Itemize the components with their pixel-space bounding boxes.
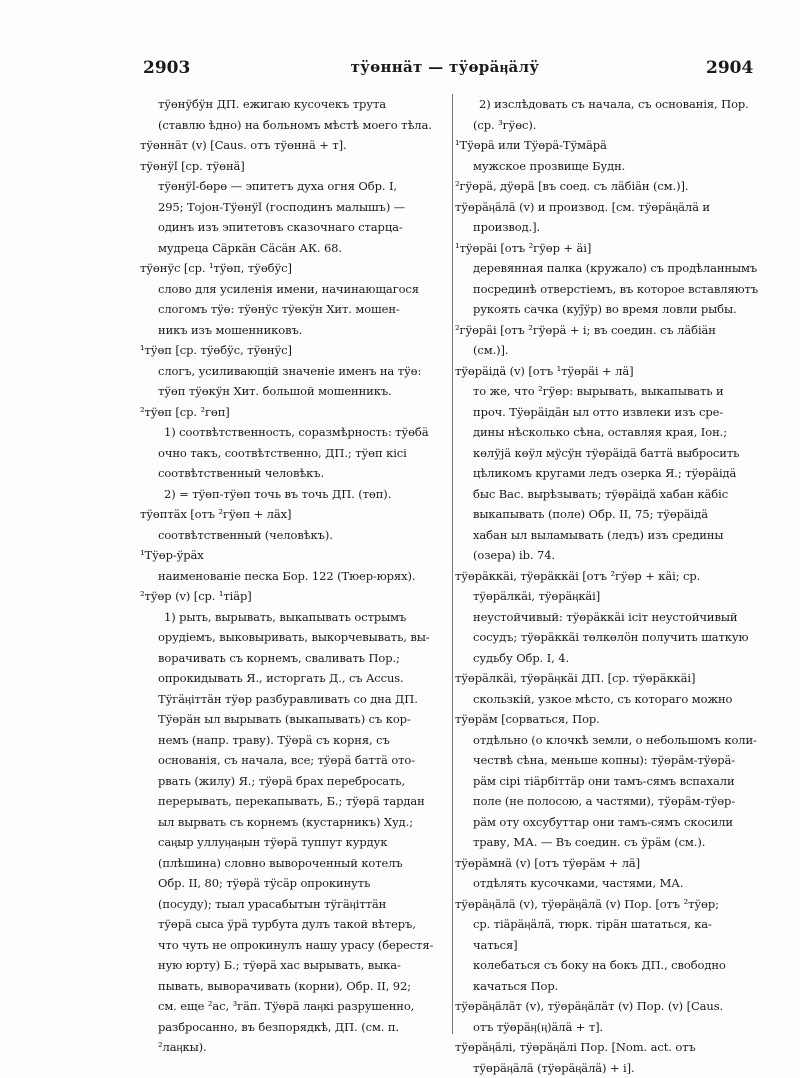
entry-text-line: никъ изъ мошенниковъ.: [140, 320, 450, 341]
column-divider: [452, 94, 453, 1034]
dictionary-entry: [455, 197, 767, 238]
entry-headword-line: ¹Тӱөр-ӱрӓх: [140, 545, 450, 566]
dictionary-entry: [140, 402, 450, 505]
entry-text-line: одинъ изъ эпитетовъ сказочнаго старца-: [140, 217, 450, 238]
dictionary-entry: [140, 504, 450, 545]
entry-text-line: ную юрту) Б.; тӱөрӓ хас вырывать, выка-: [140, 955, 450, 976]
dictionary-entry: [455, 320, 767, 361]
entry-text-line: көлӱјӓ көӱл мӱсӱн тӱөрӓідӓ баттӓ выбросить: [455, 443, 767, 464]
entry-text-line: (ср. ³гӱөс).: [455, 115, 767, 136]
entry-text-line: Тӱөрӓн ыл вырывать (выкапывать) съ кор-: [140, 709, 450, 730]
entry-text-line: основанія, съ начала, все; тӱөрӓ баттӓ ото-: [140, 750, 450, 771]
entry-text-line: опрокидывать Я., исторгать Д., съ Accus.: [140, 668, 450, 689]
entry-text-line: траву, МА. — Въ соедин. съ ӱрӓм (см.).: [455, 832, 767, 853]
entry-headword-line: тӱөрӓӊӓлӓ (v), тӱөрӓӊӓлӓ (v) Пор. [отъ ²тӱөр;: [455, 894, 767, 915]
entry-text-line: то же, что ²гӱөр: вырывать, выкапывать и: [455, 381, 767, 402]
entry-text-line: тӱөрӓӊӓлӓ (тӱөрӓӊӓлӓ) + і].: [455, 1058, 767, 1078]
dictionary-entry: [140, 258, 450, 340]
entry-text-line: ыл вырвать съ корнемъ (кустарникъ) Худ.;: [140, 812, 450, 833]
entry-text-line: 295; Тојон-Тӱөнӱӏ (господинъ малышъ) —: [140, 197, 450, 218]
entry-text-line: производ.].: [455, 217, 767, 238]
dictionary-entry: [455, 135, 767, 176]
entry-text-line: см. еще ²ас, ³гӓп. Тӱөрӓ лаӊкі разрушенно,: [140, 996, 450, 1017]
entry-headword-line: тӱөрӓӊӓлӓ (v) и производ. [см. тӱөрӓӊӓлӓ и: [455, 197, 767, 218]
dictionary-entry: [455, 1037, 767, 1078]
entry-text-line: 2) = тӱөп-тӱөп точь въ точь ДП. (төп).: [140, 484, 450, 505]
right-column: [455, 94, 767, 1078]
entry-text-line: (плѣшина) словно вывороченный котелъ: [140, 853, 450, 874]
dictionary-entry: [140, 156, 450, 259]
entry-text-line: пывать, выворачивать (корни), Обр. II, 92;: [140, 976, 450, 997]
dictionary-entry: [140, 135, 450, 156]
entry-text-line: мужское прозвище Будн.: [455, 156, 767, 177]
entry-text-line: Обр. II, 80; тӱөрӓ тӱсӓр опрокинуть: [140, 873, 450, 894]
entry-text-line: мудреца Сӓркӓн Сӓсӓн АК. 68.: [140, 238, 450, 259]
entry-headword-line: тӱөнӱс [ср. ¹тӱөп, тӱөбӱс]: [140, 258, 450, 279]
entry-text-line: (см.)].: [455, 340, 767, 361]
entry-text-line: сосудъ; тӱөрӓккӓі төлкөлӧн получить шаткую: [455, 627, 767, 648]
entry-text-line: очно такъ, соотвѣтственно, ДП.; тӱөп кісі: [140, 443, 450, 464]
entry-text-line: судьбу Обр. I, 4.: [455, 648, 767, 669]
entry-headword-line: тӱөрӓккӓі, тӱөрӓккӓі [отъ ²гӱөр + кӓі; ср.: [455, 566, 767, 587]
entry-headword-line: ¹Тӱөрӓ или Тӱөрӓ-Тӱмӓрӓ: [455, 135, 767, 156]
entry-text-line: неустойчивый: тӱөрӓккӓі ісіт неустойчивый: [455, 607, 767, 628]
dictionary-entry: [455, 566, 767, 669]
entry-text-line: 1) рыть, вырывать, выкапывать острымъ: [140, 607, 450, 628]
entry-text-line: Тӱгӓӊіттӓн тӱөр разбуравливать со дна ДП.: [140, 689, 450, 710]
dictionary-entry: [455, 894, 767, 997]
page-number-left: 2903: [143, 58, 190, 78]
entry-text-line: рӓм сірі тіӓрбіттӓр они тамъ-сямъ вспахали: [455, 771, 767, 792]
entry-text-line: тӱөрӓ сыса ӱрӓ турбута дулъ такой вѣтеръ,: [140, 914, 450, 935]
entry-text-line: тӱөп тӱөкӱн Хит. большой мошенникъ.: [140, 381, 450, 402]
page-number-right: 2904: [706, 58, 753, 78]
entry-text-line: слогомъ тӱө: тӱөнӱс тӱөкӱн Хит. мошен-: [140, 299, 450, 320]
entry-headword-line: тӱөннӓт (v) [Caus. отъ тӱөннӓ + т].: [140, 135, 450, 156]
entry-headword-line: ¹тӱөрӓі [отъ ²гӱөр + ӓі]: [455, 238, 767, 259]
entry-text-line: тӱөрӓлкӓі, тӱөрӓӊкӓі]: [455, 586, 767, 607]
entry-text-line: (посуду); тыал урасабытын тӱгӓӊіттӓн: [140, 894, 450, 915]
entry-text-line: саӊыр уллуӊаӊын тӱөрӓ туппут курдук: [140, 832, 450, 853]
dictionary-entry: [455, 853, 767, 894]
entry-text-line: ²лаӊкы).: [140, 1037, 450, 1058]
left-column: [140, 94, 450, 1058]
entry-text-line: отдѣльно (о клочкѣ земли, о небольшомъ коли-: [455, 730, 767, 751]
entry-text-line: скользкій, узкое мѣсто, съ котораго можно: [455, 689, 767, 710]
entry-text-line: чаться]: [455, 935, 767, 956]
entry-text-line: деревянная палка (кружало) съ продѣланнымъ: [455, 258, 767, 279]
dictionary-entry: [140, 545, 450, 586]
dictionary-entry: [455, 361, 767, 566]
entry-text-line: проч. Тӱөрӓідӓн ыл отто извлеки изъ сре-: [455, 402, 767, 423]
entry-text-line: отдѣлять кусочками, частями, МА.: [455, 873, 767, 894]
dictionary-entry: [455, 709, 767, 853]
entry-headword-line: тӱөптӓх [отъ ²гӱөп + лӓх]: [140, 504, 450, 525]
entry-text-line: качаться Пор.: [455, 976, 767, 997]
entry-headword-line: тӱөнӱӏ [ср. тӱөнӓ]: [140, 156, 450, 177]
entry-text-line: чествѣ сѣна, меньше копны): тӱөрӓм-тӱөрӓ-: [455, 750, 767, 771]
entry-text-line: рвать (жилу) Я.; тӱөрӓ брах перебросать,: [140, 771, 450, 792]
entry-text-line: быс Вас. вырѣзывать; тӱөрӓідӓ хабан кӓбіс: [455, 484, 767, 505]
entry-text-line: перерывать, перекапывать, Б.; тӱөрӓ тардан: [140, 791, 450, 812]
entry-text-line: выкапывать (поле) Обр. II, 75; тӱөрӓідӓ: [455, 504, 767, 525]
entry-headword-line: тӱөрӓӊӓлі, тӱөрӓӊӓлі Пор. [Nom. act. отъ: [455, 1037, 767, 1058]
entry-text-line: ворачивать съ корнемъ, сваливать Пор.;: [140, 648, 450, 669]
entry-text-line: соотвѣтственный человѣкъ.: [140, 463, 450, 484]
entry-headword-line: тӱөрӓмнӓ (v) [отъ тӱөрӓм + лӓ]: [455, 853, 767, 874]
entry-text-line: наименованіе песка Бор. 122 (Тюер-юрях).: [140, 566, 450, 587]
entry-headword-line: ²гӱөрӓ, дӱөрӓ [въ соед. съ лӓбіӓн (см.)].: [455, 176, 767, 197]
entry-text-line: немъ (напр. траву). Тӱөрӓ съ корня, съ: [140, 730, 450, 751]
entry-headword-line: тӱөрӓлкӓі, тӱөрӓӊкӓі ДП. [ср. тӱөрӓккӓі]: [455, 668, 767, 689]
entry-text-line: что чуть не опрокинулъ нашу урасу (берестя-: [140, 935, 450, 956]
dictionary-entry: [140, 340, 450, 402]
entry-headword-line: тӱөрӓідӓ (v) [отъ ¹тӱөрӓі + лӓ]: [455, 361, 767, 382]
entry-headword-line: ²гӱөрӓі [отъ ²гӱөрӓ + і; въ соедин. съ лӓбіӓн: [455, 320, 767, 341]
dictionary-entry: [455, 94, 767, 135]
dictionary-entry: [455, 176, 767, 197]
dictionary-entry: [140, 94, 450, 135]
entry-text-line: слово для усиленія имени, начинающагося: [140, 279, 450, 300]
entry-headword-line: тӱөнӱбӱн ДП. ежигаю кусочекъ трута: [140, 94, 450, 115]
entry-text-line: орудіемъ, выковыривать, выкорчевывать, вы-: [140, 627, 450, 648]
entry-text-line: соотвѣтственный (человѣкъ).: [140, 525, 450, 546]
entry-headword-line: тӱөрӓм [сорваться, Пор.: [455, 709, 767, 730]
entry-text-line: дины нѣсколько сѣна, оставляя края, Іон.;: [455, 422, 767, 443]
entry-headword-line: ¹тӱөп [ср. тӱөбӱс, тӱөнӱс]: [140, 340, 450, 361]
dictionary-entry: [455, 668, 767, 709]
entry-text-line: цѣликомъ кругами ледъ озерка Я.; тӱөрӓідӓ: [455, 463, 767, 484]
entry-text-line: рукоять сачка (куј̄ӱр) во время ловли рыбы.: [455, 299, 767, 320]
running-head: тӱөннӓт — тӱөрӓӊӓлӱ: [350, 58, 540, 77]
entry-text-line: тӱөнӱӏ-бөрө — эпитетъ духа огня Обр. I,: [140, 176, 450, 197]
entry-text-line: 1) соотвѣтственность, соразмѣрность: тӱөбӓ: [140, 422, 450, 443]
entry-headword-line: 2) изслѣдовать съ начала, съ основанія, Пор.: [455, 94, 767, 115]
page-header: [0, 58, 800, 84]
entry-text-line: (озера) ib. 74.: [455, 545, 767, 566]
entry-text-line: посрединѣ отверстіемъ, въ которое вставляютъ: [455, 279, 767, 300]
entry-text-line: ср. тіӓрӓӊӓлӓ, тюрк. тірӓн шататься, ка-: [455, 914, 767, 935]
dictionary-entry: [140, 586, 450, 1058]
entry-text-line: (ставлю ѣдно) на больномъ мѣстѣ моего тѣла.: [140, 115, 450, 136]
entry-text-line: хабан ыл выламывать (ледъ) изъ средины: [455, 525, 767, 546]
dictionary-entry: [455, 996, 767, 1037]
entry-text-line: колебаться съ боку на бокъ ДП., свободно: [455, 955, 767, 976]
entry-text-line: слогъ, усиливающій значеніе именъ на тӱө:: [140, 361, 450, 382]
entry-headword-line: ²тӱөр (v) [ср. ¹тіӓр]: [140, 586, 450, 607]
entry-text-line: разбросанно, въ безпорядкѣ, ДП. (см. п.: [140, 1017, 450, 1038]
entry-text-line: рӓм оту охсубуттар они тамъ-сямъ скосили: [455, 812, 767, 833]
entry-text-line: поле (не полосою, а частями), тӱөрӓм-тӱөр-: [455, 791, 767, 812]
dictionary-entry: [455, 238, 767, 320]
entry-headword-line: тӱөрӓӊӓлӓт (v), тӱөрӓӊӓлӓт (v) Пор. (v) [Caus.: [455, 996, 767, 1017]
entry-headword-line: ²тӱөп [ср. ²гөп]: [140, 402, 450, 423]
entry-text-line: отъ тӱөрӓӊ(ӊ)ӓлӓ + т].: [455, 1017, 767, 1038]
